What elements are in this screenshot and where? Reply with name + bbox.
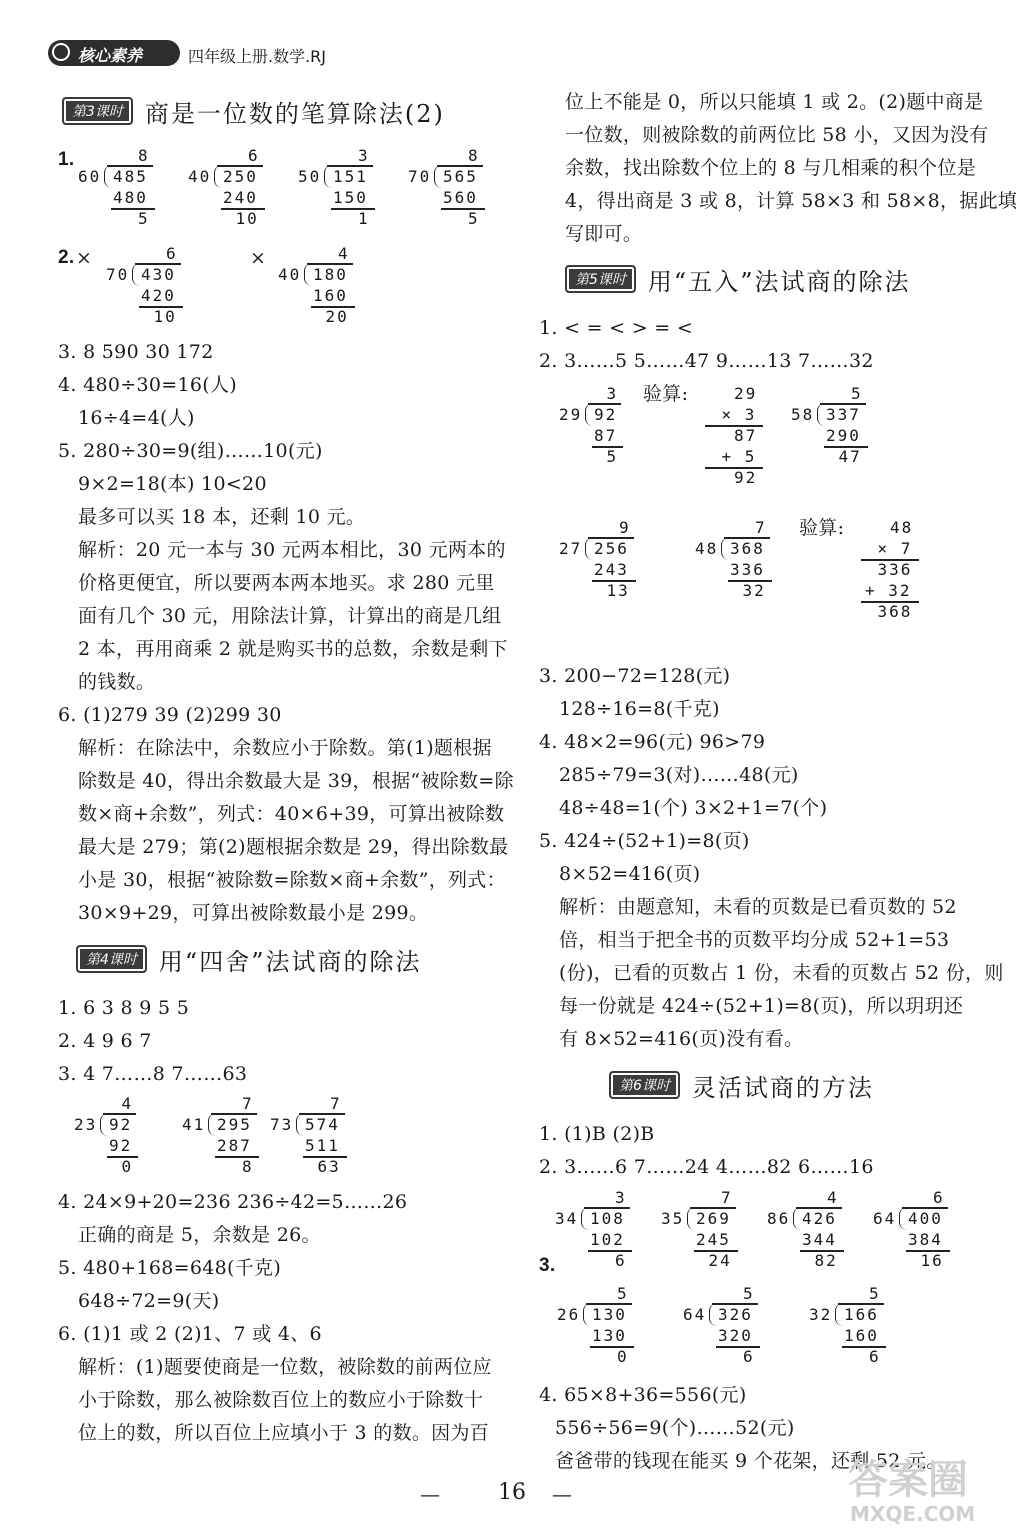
remainder: 13 bbox=[606, 581, 630, 600]
dividend: 337 bbox=[826, 405, 861, 424]
long-division bbox=[270, 1094, 380, 1184]
remainder: 32 bbox=[742, 581, 766, 600]
quotient: 6 bbox=[933, 1188, 945, 1207]
long-division bbox=[661, 1188, 771, 1278]
page-footer bbox=[420, 1480, 600, 1510]
long-division bbox=[683, 1284, 793, 1374]
lesson6-title: 灵活试商的方法 bbox=[691, 1073, 874, 1102]
division-bracket bbox=[585, 403, 594, 426]
division-bracket bbox=[687, 1207, 696, 1230]
l5-q5-explain2: 倍，相当于把全书的页数平均分成 52+1=53 bbox=[559, 929, 950, 951]
subtrahend: 160 bbox=[313, 286, 348, 305]
l3-q6-explain2: 除数是 40，得出余数最大是 39，根据“被除数=除 bbox=[78, 770, 514, 792]
subtrahend: 87 bbox=[594, 426, 618, 445]
l3-q2-mark1: × bbox=[76, 247, 93, 269]
quotient: 5 bbox=[869, 1284, 881, 1303]
l6-q4b: 556÷56=9(个)……52(元) bbox=[555, 1417, 795, 1439]
remainder: 0 bbox=[617, 1347, 629, 1366]
quotient: 7 bbox=[721, 1188, 733, 1207]
check-multiplier: × 7 bbox=[877, 539, 913, 558]
division-bracket bbox=[100, 1113, 109, 1136]
l5-q4a: 4. 48×2=96(元) 96>79 bbox=[539, 731, 766, 753]
quotient: 5 bbox=[617, 1284, 629, 1303]
lesson3-title: 商是一位数的笔算除法(2) bbox=[144, 99, 445, 128]
remainder: 1 bbox=[358, 209, 370, 228]
l4-q3: 3. 4 7……8 7……63 bbox=[58, 1063, 248, 1085]
remainder: 6 bbox=[615, 1251, 627, 1270]
divisor: 60 bbox=[78, 167, 102, 186]
r-cont4: 4，得出商是 3 或 8，计算 58×3 和 58×8，据此填 bbox=[565, 190, 1018, 212]
check-bar bbox=[861, 559, 919, 561]
division-bracket bbox=[214, 165, 223, 188]
quotient: 9 bbox=[619, 518, 631, 537]
remainder: 24 bbox=[708, 1251, 732, 1270]
division-bracket bbox=[835, 1303, 844, 1326]
divisor: 70 bbox=[106, 265, 130, 284]
l6-q4c: 爸爸带的钱现在能买 9 个花架，还剩 52 元。 bbox=[555, 1450, 946, 1472]
quotient: 3 bbox=[358, 146, 370, 165]
division-bracket bbox=[721, 537, 730, 560]
subtrahend: 160 bbox=[844, 1326, 879, 1345]
quotient: 4 bbox=[121, 1094, 134, 1113]
remainder: 6 bbox=[743, 1347, 755, 1366]
dividend: 92 bbox=[109, 1115, 133, 1134]
divisor: 64 bbox=[683, 1305, 707, 1324]
dividend: 130 bbox=[592, 1305, 627, 1324]
l5-check2-label: 验算: bbox=[799, 517, 845, 539]
long-division bbox=[873, 1188, 983, 1278]
remainder: 82 bbox=[814, 1251, 838, 1270]
division-bracket bbox=[585, 537, 594, 560]
l5-q4c: 48÷48=1(个) 3×2+1=7(个) bbox=[559, 797, 828, 819]
l3-q6-explain4: 最大是 279；第(2)题根据余数是 29，得出除数最 bbox=[78, 836, 509, 858]
l3-q2-label: 2. bbox=[58, 247, 75, 268]
long-division bbox=[695, 518, 805, 608]
long-division bbox=[408, 146, 518, 236]
subtrahend: 480 bbox=[113, 188, 148, 207]
divisor: 32 bbox=[809, 1305, 833, 1324]
l4-q6-explain3: 位上的数，所以百位上应填小于 3 的数。因为百 bbox=[78, 1422, 490, 1444]
check-bar bbox=[861, 601, 919, 603]
l5-q5b: 8×52=416(页) bbox=[559, 863, 701, 885]
lesson4-heading bbox=[76, 942, 421, 976]
quotient: 5 bbox=[743, 1284, 755, 1303]
l4-q6: 6. (1)1 或 2 (2)1、7 或 4、6 bbox=[58, 1323, 322, 1345]
l5-check1-label: 验算: bbox=[643, 383, 689, 405]
subtrahend: 560 bbox=[443, 188, 478, 207]
divisor: 50 bbox=[298, 167, 322, 186]
quotient: 8 bbox=[468, 146, 480, 165]
subtrahend: 384 bbox=[908, 1230, 943, 1249]
check-bar bbox=[705, 467, 763, 469]
division-bracket bbox=[324, 165, 333, 188]
quotient: 7 bbox=[755, 518, 767, 537]
subtrahend: 245 bbox=[696, 1230, 731, 1249]
divisor: 64 bbox=[873, 1209, 897, 1228]
l3-q4a: 4. 480÷30=16(人) bbox=[58, 374, 237, 396]
long-division bbox=[278, 244, 388, 334]
quotient: 4 bbox=[338, 244, 350, 263]
subtrahend: 511 bbox=[305, 1136, 340, 1155]
check-multiplicand: 29 bbox=[734, 384, 758, 403]
division-bracket bbox=[817, 403, 826, 426]
check-multiplier: × 3 bbox=[721, 405, 757, 424]
r-cont5: 写即可。 bbox=[565, 223, 643, 245]
quotient: 4 bbox=[827, 1188, 839, 1207]
division-bracket bbox=[208, 1113, 217, 1136]
l5-q5-explain5: 有 8×52=416(页)没有看。 bbox=[559, 1028, 804, 1050]
l5-q3b: 128÷16=8(千克) bbox=[559, 698, 720, 720]
watermark-url: MXQE.COM bbox=[850, 1502, 976, 1526]
dividend: 400 bbox=[908, 1209, 943, 1228]
check-calculation bbox=[697, 384, 777, 514]
subtrahend: 102 bbox=[590, 1230, 625, 1249]
division-bracket bbox=[899, 1207, 908, 1230]
long-division bbox=[767, 1188, 877, 1278]
lesson5-heading bbox=[565, 262, 910, 296]
l5-q1: 1. < = < > = < bbox=[539, 317, 694, 339]
r-cont2: 一位数，则被除数的前两位比 58 小，又因为没有 bbox=[565, 124, 989, 146]
l6-q2: 2. 3……6 7……24 4……82 6……16 bbox=[539, 1156, 874, 1178]
dividend: 368 bbox=[730, 539, 765, 558]
quotient: 6 bbox=[166, 244, 178, 263]
divisor: 26 bbox=[557, 1305, 581, 1324]
dividend: 295 bbox=[217, 1115, 252, 1134]
long-division bbox=[559, 518, 669, 608]
l4-q5b: 648÷72=9(天) bbox=[78, 1290, 220, 1312]
remainder: 8 bbox=[242, 1157, 254, 1176]
long-division bbox=[555, 1188, 665, 1278]
l5-q5-explain4: 每一份就是 424÷(52+1)=8(页)，所以玥玥还 bbox=[559, 995, 964, 1017]
long-division bbox=[106, 244, 216, 334]
remainder: 5 bbox=[468, 209, 480, 228]
l5-q3a: 3. 200−72=128(元) bbox=[539, 665, 731, 687]
l6-q3-label: 3. bbox=[539, 1255, 556, 1276]
divisor: 40 bbox=[278, 265, 302, 284]
divisor: 58 bbox=[791, 405, 815, 424]
lesson3-badge: 第3课时 bbox=[62, 97, 133, 125]
remainder: 5 bbox=[606, 447, 619, 466]
lesson6-badge: 第6课时 bbox=[609, 1071, 680, 1099]
remainder: 63 bbox=[317, 1157, 341, 1176]
l3-q2-mark2: × bbox=[250, 247, 267, 269]
l3-q1-label: 1. bbox=[58, 149, 75, 170]
division-bracket bbox=[434, 165, 443, 188]
l3-q3: 3. 8 590 30 172 bbox=[58, 341, 214, 363]
dividend: 269 bbox=[696, 1209, 731, 1228]
dividend: 250 bbox=[223, 167, 258, 186]
subtrahend: 344 bbox=[802, 1230, 837, 1249]
check-result: 368 bbox=[877, 602, 913, 621]
division-bracket bbox=[304, 263, 313, 286]
l4-q4a: 4. 24×9+20=236 236÷42=5……26 bbox=[58, 1191, 408, 1213]
long-division bbox=[557, 1284, 667, 1374]
l5-q4b: 285÷79=3(对)……48(元) bbox=[559, 764, 799, 786]
l3-q6-explain6: 30×9+29，可算出被除数最小是 299。 bbox=[78, 902, 429, 924]
watermark bbox=[842, 1448, 1012, 1532]
header-logo bbox=[48, 40, 180, 66]
subtrahend: 290 bbox=[826, 426, 861, 445]
lesson6-heading bbox=[609, 1068, 874, 1102]
quotient: 8 bbox=[138, 146, 150, 165]
quotient: 3 bbox=[606, 384, 619, 403]
footer-dash-right: — bbox=[552, 1482, 572, 1506]
divisor: 27 bbox=[559, 539, 583, 558]
lesson4-title: 用“四舍”法试商的除法 bbox=[158, 947, 422, 976]
footer-dash-left: — bbox=[420, 1482, 440, 1506]
dividend: 326 bbox=[718, 1305, 753, 1324]
division-bracket bbox=[709, 1303, 718, 1326]
l4-q2: 2. 4 9 6 7 bbox=[58, 1030, 152, 1052]
check-addend: + 5 bbox=[721, 447, 757, 466]
divisor: 34 bbox=[555, 1209, 579, 1228]
divisor: 48 bbox=[695, 539, 719, 558]
subtrahend: 240 bbox=[223, 188, 258, 207]
l3-q6: 6. (1)279 39 (2)299 30 bbox=[58, 704, 282, 726]
page-number: 16 bbox=[498, 1480, 526, 1505]
remainder: 10 bbox=[153, 307, 177, 326]
l3-q6-explain3: 数×商+余数”，列式：40×6+39，可算出被除数 bbox=[78, 803, 505, 825]
division-bracket bbox=[581, 1207, 590, 1230]
l4-q4b: 正确的商是 5，余数是 26。 bbox=[78, 1224, 321, 1246]
dividend: 256 bbox=[594, 539, 629, 558]
remainder: 16 bbox=[920, 1251, 944, 1270]
remainder: 5 bbox=[138, 209, 150, 228]
long-division bbox=[74, 1094, 184, 1184]
l3-q5b: 9×2=18(本) 10<20 bbox=[78, 473, 267, 495]
division-bracket bbox=[296, 1113, 305, 1136]
check-calculation bbox=[853, 518, 933, 648]
dividend: 166 bbox=[844, 1305, 879, 1324]
division-bracket bbox=[104, 165, 113, 188]
l3-q5-explain2: 价格更便宜，所以要两本两本地买。求 280 元里 bbox=[78, 572, 495, 594]
divisor: 35 bbox=[661, 1209, 685, 1228]
division-bracket bbox=[132, 263, 141, 286]
dividend: 430 bbox=[141, 265, 176, 284]
l4-q1: 1. 6 3 8 9 5 5 bbox=[58, 997, 190, 1019]
quotient: 7 bbox=[242, 1094, 254, 1113]
dividend: 565 bbox=[443, 167, 478, 186]
divisor: 40 bbox=[188, 167, 212, 186]
subtrahend: 130 bbox=[592, 1326, 627, 1345]
subtrahend: 92 bbox=[109, 1136, 133, 1155]
l4-q5a: 5. 480+168=648(千克) bbox=[58, 1257, 282, 1279]
divisor: 86 bbox=[767, 1209, 791, 1228]
remainder: 20 bbox=[325, 307, 349, 326]
lesson5-badge: 第5课时 bbox=[565, 265, 636, 293]
division-bracket bbox=[793, 1207, 802, 1230]
lesson3-heading bbox=[62, 94, 445, 128]
l3-q5-explain4: 2 本，再用商乘 2 就是购买书的总数，余数是剩下 bbox=[78, 638, 508, 660]
dividend: 180 bbox=[313, 265, 348, 284]
divisor: 73 bbox=[270, 1115, 294, 1134]
l3-q6-explain1: 解析：在除法中，余数应小于除数。第(1)题根据 bbox=[78, 737, 492, 759]
l5-q2: 2. 3……5 5……47 9……13 7……32 bbox=[539, 350, 874, 372]
check-addend: + 32 bbox=[865, 581, 912, 600]
divisor: 70 bbox=[408, 167, 432, 186]
watermark-text: 答案圈 bbox=[848, 1457, 968, 1503]
l3-q5-explain3: 面有几个 30 元，用除法计算，计算出的商是几组 bbox=[78, 605, 502, 627]
header-subject: 四年级上册.数学.RJ bbox=[188, 47, 327, 66]
lesson4-badge: 第4课时 bbox=[76, 945, 147, 973]
r-cont1: 位上不能是 0，所以只能填 1 或 2。(2)题中商是 bbox=[565, 91, 984, 113]
remainder: 10 bbox=[235, 209, 259, 228]
subtrahend: 336 bbox=[730, 560, 765, 579]
dividend: 151 bbox=[333, 167, 368, 186]
l5-q5-explain1: 解析：由题意知，未看的页数是已看页数的 52 bbox=[559, 896, 957, 918]
quotient: 3 bbox=[615, 1188, 627, 1207]
l5-q5a: 5. 424÷(52+1)=8(页) bbox=[539, 830, 750, 852]
subtrahend: 150 bbox=[333, 188, 368, 207]
target-icon bbox=[52, 43, 70, 61]
l6-q4a: 4. 65×8+36=556(元) bbox=[539, 1384, 747, 1406]
subtrahend: 287 bbox=[217, 1136, 252, 1155]
l3-q5c: 最多可以买 18 本，还剩 10 元。 bbox=[78, 506, 366, 528]
check-result: 92 bbox=[734, 468, 758, 487]
dividend: 485 bbox=[113, 167, 148, 186]
check-product: 87 bbox=[734, 426, 758, 445]
l4-q6-explain2: 小于除数，那么被除数百位上的数应小于除数十 bbox=[78, 1389, 484, 1411]
remainder: 0 bbox=[121, 1157, 134, 1176]
subtrahend: 243 bbox=[594, 560, 629, 579]
long-division bbox=[809, 1284, 919, 1374]
long-division bbox=[78, 146, 188, 236]
check-multiplicand: 48 bbox=[890, 518, 914, 537]
dividend: 92 bbox=[594, 405, 618, 424]
long-division bbox=[791, 384, 901, 474]
divisor: 23 bbox=[74, 1115, 98, 1134]
quotient: 6 bbox=[248, 146, 260, 165]
subtrahend: 320 bbox=[718, 1326, 753, 1345]
l6-q1: 1. (1)B (2)B bbox=[539, 1123, 655, 1145]
long-division bbox=[298, 146, 408, 236]
l3-q5-explain1: 解析：20 元一本与 30 元两本相比，30 元两本的 bbox=[78, 539, 506, 561]
page-header bbox=[48, 38, 368, 70]
l3-q6-explain5: 小是 30，根据“被除数=除数×商+余数”，列式： bbox=[78, 869, 506, 891]
long-division bbox=[188, 146, 298, 236]
dividend: 426 bbox=[802, 1209, 837, 1228]
lesson5-title: 用“五入”法试商的除法 bbox=[647, 267, 911, 296]
check-bar bbox=[705, 425, 763, 427]
dividend: 574 bbox=[305, 1115, 340, 1134]
dividend: 108 bbox=[590, 1209, 625, 1228]
l3-q5a: 5. 280÷30=9(组)……10(元) bbox=[58, 440, 323, 462]
quotient: 7 bbox=[330, 1094, 342, 1113]
l3-q4b: 16÷4=4(人) bbox=[78, 407, 195, 429]
remainder: 47 bbox=[838, 447, 862, 466]
r-cont3: 余数，找出除数个位上的 8 与几相乘的积个位是 bbox=[565, 157, 977, 179]
subtrahend: 420 bbox=[141, 286, 176, 305]
divisor: 29 bbox=[559, 405, 583, 424]
logo-text: 核心素养 bbox=[78, 46, 143, 65]
l5-q5-explain3: (份)，已看的页数占 1 份，未看的页数占 52 份，则 bbox=[559, 962, 1004, 984]
check-product: 336 bbox=[877, 560, 913, 579]
l4-q6-explain1: 解析：(1)题要使商是一位数，被除数的前两位应 bbox=[78, 1356, 492, 1378]
quotient: 5 bbox=[851, 384, 863, 403]
l3-q5-explain5: 的钱数。 bbox=[78, 671, 156, 693]
divisor: 41 bbox=[182, 1115, 206, 1134]
division-bracket bbox=[583, 1303, 592, 1326]
remainder: 6 bbox=[869, 1347, 881, 1366]
